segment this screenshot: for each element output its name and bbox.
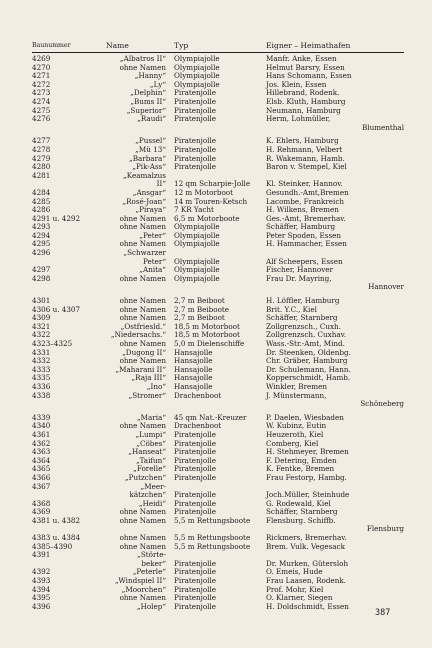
row-name: „Ostfriesld.“: [120, 321, 166, 331]
row-type: Piratenjolle: [174, 584, 217, 594]
row-owner: H. Stehmeyer, Bremen: [266, 447, 349, 457]
row-name: „Dugong II“: [122, 347, 166, 357]
row-name: ohne Namen: [119, 356, 166, 366]
row-owner: Hans Schomann, Essen: [266, 71, 352, 81]
table-row: [32, 349, 404, 358]
row-owner: W. Kubinz, Eutin: [266, 421, 327, 431]
row-owner: J. Münstermann,: [266, 390, 327, 400]
row-owner: Kl. Steinker, Hannov.: [266, 179, 343, 189]
row-name: „Albatros II“: [119, 54, 166, 63]
table-row: [32, 603, 404, 612]
row-owner: Comberg, Kiel: [266, 438, 319, 448]
row-type: Olympiajolle: [174, 273, 220, 283]
row-name: Peter“: [142, 256, 166, 266]
row-owner-continuation: Schöneberg: [360, 399, 404, 409]
row-number: 4393: [32, 576, 51, 586]
row-owner: Brit. Y.C., Kiel: [266, 304, 317, 314]
row-owner: Manfr. Anke, Essen: [266, 54, 337, 63]
row-type: Hansajolle: [174, 381, 213, 391]
row-number: 4280: [32, 162, 51, 172]
table-row: [32, 163, 404, 172]
row-name: II“: [156, 179, 166, 189]
row-owner: Rickmers, Bremerhav.: [266, 533, 347, 543]
row-name: „Störte-: [137, 550, 166, 560]
table-row: [32, 568, 404, 577]
row-type: Piratenjolle: [174, 136, 217, 146]
table-row: [32, 374, 404, 383]
row-owner: Flensburg. Schiffb.: [266, 515, 336, 525]
row-number: 4369: [32, 507, 51, 517]
row-name: „Maria“: [136, 412, 166, 422]
table-row: [32, 586, 404, 595]
row-number: 4385–4390: [32, 541, 73, 551]
table-row: [32, 283, 404, 292]
table-row: [32, 146, 404, 155]
row-number: 4298: [32, 273, 51, 283]
row-number: 4340: [32, 421, 51, 431]
row-owner: Zollgrenzsch. Cuxhav.: [266, 330, 347, 340]
row-owner: Prof. Mohr, Kiel: [266, 584, 324, 594]
row-number: 4391: [32, 550, 51, 560]
row-number: 4297: [32, 265, 51, 275]
row-number: 4274: [32, 96, 51, 106]
row-name: ohne Namen: [119, 593, 166, 603]
row-name: ohne Namen: [119, 515, 166, 525]
row-type: Hansajolle: [174, 373, 213, 383]
row-name: „Hanseat“: [128, 447, 166, 457]
header-number: Baunummer: [32, 42, 71, 49]
row-name: „Rosé-Joan“: [122, 196, 166, 206]
table-row: [32, 124, 404, 133]
row-type: Hansajolle: [174, 364, 213, 374]
row-type: Olympiajolle: [174, 265, 220, 275]
row-number: 4396: [32, 601, 51, 611]
row-name: „Superior“: [126, 105, 166, 115]
row-name: „Forelle“: [133, 464, 166, 474]
row-type: 18,5 m Motorboot: [174, 330, 240, 340]
row-name: „Delphin“: [130, 88, 166, 98]
row-type: 5,0 m Dielenschiffe: [174, 339, 245, 348]
row-owner: H. Doldschmidt, Essen: [266, 601, 349, 611]
row-name: „Barbara“: [128, 153, 166, 163]
row-type: 14 m Touren-Ketsch: [174, 196, 248, 206]
row-number: 4364: [32, 455, 51, 465]
table-row: [32, 240, 404, 249]
row-number: 4293: [32, 222, 51, 232]
row-owner: Frau Laasen, Rodenk.: [266, 576, 346, 586]
row-type: 2,7 m Beiboote: [174, 304, 230, 314]
row-number: 4296: [32, 248, 51, 258]
row-number: 4309: [32, 313, 51, 323]
row-owner: Frau Dr. Mayring,: [266, 273, 332, 283]
row-owner: O. Klarner, Siegen: [266, 593, 333, 603]
table-row: [32, 448, 404, 457]
row-name: „Holep“: [136, 601, 166, 611]
row-number: 4286: [32, 205, 51, 215]
row-owner-continuation: Blumenthal: [361, 122, 404, 132]
row-type: Olympiajolle: [174, 256, 220, 266]
header-type: Typ: [174, 41, 189, 50]
row-name: „Raudi“: [137, 114, 166, 124]
row-type: Olympiajolle: [174, 79, 220, 89]
row-owner: Peter Spoden, Essen: [266, 230, 342, 240]
row-owner: P. Daelen, Wiesbaden: [266, 412, 344, 422]
row-name: „Putzchen“: [124, 472, 166, 482]
row-type: 18,5 m Motorboot: [174, 321, 240, 331]
row-name: ohne Namen: [119, 304, 166, 314]
row-owner: Brem. Vulk. Vegesack: [266, 541, 345, 551]
row-type: Olympiajolle: [174, 62, 220, 72]
row-name: „Keamalzus: [123, 170, 166, 180]
row-name: „Niedersachs.“: [110, 330, 166, 340]
table-row: [32, 422, 404, 431]
row-name: „Windspiel II“: [114, 576, 166, 586]
row-number: 4272: [32, 79, 51, 89]
row-name: ohne Namen: [119, 239, 166, 249]
row-number: 4363: [32, 447, 51, 457]
row-type: Drachenboot: [174, 421, 222, 431]
row-type: Piratenjolle: [174, 464, 217, 474]
row-owner-continuation: Hannover: [368, 282, 404, 292]
row-name: „Moorchen“: [121, 584, 166, 594]
row-number: 4285: [32, 196, 51, 206]
row-name: beker“: [141, 558, 166, 568]
row-number: 4294: [32, 230, 51, 240]
table-row: [32, 115, 404, 124]
row-name: ohne Namen: [119, 541, 166, 551]
row-number: 4322: [32, 330, 51, 340]
row-number: 4365: [32, 464, 51, 474]
table-row: [32, 551, 404, 560]
row-owner: Lacombe, Frankreich: [266, 196, 344, 206]
row-name: „Peterle“: [132, 567, 166, 577]
row-type: Piratenjolle: [174, 490, 217, 500]
row-number: 4392: [32, 567, 51, 577]
row-number: 4383 u. 4384: [32, 533, 81, 543]
row-number: 4284: [32, 187, 51, 197]
table-row: [32, 474, 404, 483]
row-type: Piratenjolle: [174, 429, 217, 439]
row-type: Piratenjolle: [174, 567, 217, 577]
row-name: „Bums II“: [130, 96, 166, 106]
row-type: Piratenjolle: [174, 153, 217, 163]
table-row: [32, 491, 404, 500]
row-name: „Anita“: [139, 265, 166, 275]
row-owner: Chr. Gräber, Hamburg: [266, 356, 348, 366]
row-number: 4321: [32, 321, 51, 331]
row-owner: Elsb. Kluth, Hamburg: [266, 96, 346, 106]
row-owner: Hillebrand, Rodenk.: [266, 88, 340, 98]
row-name: „Ino“: [146, 381, 166, 391]
row-type: Piratenjolle: [174, 447, 217, 457]
row-type: Hansajolle: [174, 347, 213, 357]
row-owner: H. Löffler, Hamburg: [266, 296, 340, 306]
row-number: 4295: [32, 239, 51, 249]
row-owner: Gesundh.-Amt,Bremen: [266, 187, 349, 197]
row-name: „Peter“: [139, 230, 166, 240]
row-owner: K. Fentke, Bremen: [266, 464, 335, 474]
row-name: „Lumpi“: [135, 429, 166, 439]
row-name: „Hanny“: [134, 71, 166, 81]
row-type: Olympiajolle: [174, 71, 220, 81]
row-owner: Baron v. Stempel, Kiel: [266, 162, 347, 172]
row-type: Piratenjolle: [174, 507, 217, 517]
table-row: [32, 392, 404, 401]
row-owner-continuation: Flensburg: [366, 524, 404, 534]
row-type: 2,7 m Beiboot: [174, 313, 225, 323]
row-number: 4279: [32, 153, 51, 163]
row-type: Drachenboot: [174, 390, 222, 400]
row-type: Olympiajolle: [174, 54, 220, 63]
row-type: 5,5 m Rettungsboote: [174, 533, 251, 543]
row-number: 4269: [32, 54, 51, 63]
row-owner: Fischer, Hannover: [266, 265, 333, 275]
row-owner: Schäffer, Hamburg: [266, 222, 336, 232]
row-type: Piratenjolle: [174, 144, 217, 154]
row-type: Piratenjolle: [174, 498, 217, 508]
row-type: Piratenjolle: [174, 593, 217, 603]
row-type: Piratenjolle: [174, 88, 217, 98]
row-owner: Winkler, Bremen: [266, 381, 327, 391]
row-name: „Stromer“: [128, 390, 166, 400]
row-name: „Raja III“: [131, 373, 166, 383]
table-row: [32, 400, 404, 409]
row-name: ohne Namen: [119, 313, 166, 323]
row-owner: Ges.-Amt, Bremerhav.: [266, 213, 346, 223]
row-owner: Alf Scheepers, Essen: [266, 256, 343, 266]
table-row: [32, 155, 404, 164]
row-owner: Zollgrenzsch., Cuxh.: [266, 321, 341, 331]
header-name: Name: [106, 41, 129, 50]
table-row: [32, 431, 404, 440]
row-type: Piratenjolle: [174, 472, 217, 482]
table-row: [32, 465, 404, 474]
row-name: ohne Namen: [119, 421, 166, 431]
row-type: Piratenjolle: [174, 114, 217, 124]
row-number: 4291 u. 4292: [32, 213, 81, 223]
row-type: Piratenjolle: [174, 96, 217, 106]
row-type: Piratenjolle: [174, 455, 217, 465]
row-number: 4277: [32, 136, 51, 146]
row-name: „Taifun“: [136, 455, 166, 465]
row-number: 4275: [32, 105, 51, 115]
row-number: 4336: [32, 381, 51, 391]
row-owner: Neumann, Hamburg: [266, 105, 341, 115]
row-owner: Herm, Lohmüller,: [266, 114, 331, 124]
table-row: [32, 89, 404, 98]
row-name: „Pussel“: [135, 136, 166, 146]
table-body: [32, 55, 404, 611]
row-number: 4271: [32, 71, 51, 81]
row-type: 12 m Motorboot: [174, 187, 234, 197]
row-owner: Kopperschmidt, Hamb.: [266, 373, 351, 383]
row-number: 4276: [32, 114, 51, 124]
row-owner: O. Emeis, Hude: [266, 567, 323, 577]
row-owner: H. Wilkens, Bremen: [266, 205, 339, 215]
table-row: [32, 198, 404, 207]
row-name: „Cöbes“: [136, 438, 166, 448]
row-number: 4301: [32, 296, 51, 306]
row-number: 4361: [32, 429, 51, 439]
row-name: ohne Namen: [119, 62, 166, 72]
table-row: [32, 457, 404, 466]
row-name: kätzchen“: [129, 490, 166, 500]
row-owner: R. Wakemann, Hamb.: [266, 153, 345, 163]
row-name: ohne Namen: [119, 213, 166, 223]
row-number: 4323–4325: [32, 339, 73, 348]
row-number: 4332: [32, 356, 51, 366]
row-number: 4366: [32, 472, 51, 482]
row-name: „Meer-: [140, 481, 166, 491]
row-number: 4333: [32, 364, 51, 374]
row-number: 4281: [32, 170, 51, 180]
row-name: „Mü 13“: [135, 144, 166, 154]
row-number: 4278: [32, 144, 51, 154]
row-name: ohne Namen: [119, 339, 166, 348]
row-owner: Wass.-Str.-Amt, Mind.: [266, 339, 345, 348]
row-owner: Dr. Murken, Gütersloh: [266, 558, 349, 568]
row-name: „Schwarzer: [123, 248, 166, 258]
header-owner: Eigner – Heimathafen: [266, 41, 351, 50]
row-name: ohne Namen: [119, 507, 166, 517]
row-number: 4362: [32, 438, 51, 448]
row-name: ohne Namen: [119, 296, 166, 306]
row-type: 6,5 m Motorboote: [174, 213, 240, 223]
row-owner: Frau Festorp, Hambg.: [266, 472, 347, 482]
table-header: [32, 40, 404, 53]
row-number: 4381 u. 4382: [32, 515, 81, 525]
row-name: „Piraya“: [135, 205, 166, 215]
table-row: [32, 137, 404, 146]
row-type: Piratenjolle: [174, 105, 217, 115]
row-owner: Jos. Klein, Essen: [266, 79, 327, 89]
row-type: Hansajolle: [174, 356, 213, 366]
row-owner: F. Detering, Emden: [266, 455, 337, 465]
row-type: Olympiajolle: [174, 222, 220, 232]
row-type: 45 qm Nat.-Kreuzer: [174, 412, 247, 422]
row-type: Piratenjolle: [174, 558, 217, 568]
row-number: 4339: [32, 412, 51, 422]
table-row: [32, 98, 404, 107]
row-owner: Schäffer, Starnberg: [266, 313, 338, 323]
row-owner: K. Ehlers, Hamburg: [266, 136, 339, 146]
table-row: [32, 81, 404, 90]
row-owner: H. Rehmann, Velbert: [266, 144, 343, 154]
row-type: Piratenjolle: [174, 601, 217, 611]
row-number: 4270: [32, 62, 51, 72]
page-number: 387: [375, 608, 391, 618]
row-owner: Dr. Schulemann, Hann.: [266, 364, 351, 374]
row-type: Olympiajolle: [174, 239, 220, 249]
row-owner: Dr. Steenken, Oldenbg.: [266, 347, 351, 357]
row-number: 4331: [32, 347, 51, 357]
table-row: [32, 560, 404, 569]
row-number: 4367: [32, 481, 51, 491]
table-row: [32, 107, 404, 116]
row-type: 2,7 m Beiboot: [174, 296, 225, 306]
row-name: „Pik-Ass“: [132, 162, 166, 172]
row-type: Piratenjolle: [174, 438, 217, 448]
row-number: 4368: [32, 498, 51, 508]
table-row: [32, 500, 404, 509]
row-owner: Helmut Barsry, Essen: [266, 62, 345, 72]
row-name: ohne Namen: [119, 222, 166, 232]
row-type: 7 KR Yacht: [174, 205, 214, 215]
row-type: 5,5 m Rettungsboote: [174, 541, 251, 551]
row-type: 12 qm Scharpie-Jolle: [174, 179, 251, 189]
row-name: „Ly“: [149, 79, 166, 89]
table-row: [32, 543, 404, 552]
table-row: [32, 577, 404, 586]
row-owner: G. Rodewald, Kiel: [266, 498, 331, 508]
row-type: Piratenjolle: [174, 576, 217, 586]
table-row: [32, 275, 404, 284]
row-owner: Joch.Müller, Steinhude: [266, 490, 350, 500]
row-number: 4273: [32, 88, 51, 98]
row-number: 4335: [32, 373, 51, 383]
row-number: 4395: [32, 593, 51, 603]
row-type: Olympiajolle: [174, 230, 220, 240]
row-owner: H. Hammacher, Essen: [266, 239, 347, 249]
row-name: ohne Namen: [119, 273, 166, 283]
row-type: Piratenjolle: [174, 162, 217, 172]
row-number: 4338: [32, 390, 51, 400]
table-row: [32, 517, 404, 526]
row-number: 4306 u. 4307: [32, 304, 81, 314]
row-number: 4394: [32, 584, 51, 594]
row-type: 5,5 m Rettungsboote: [174, 515, 251, 525]
row-owner: Schäffer, Starnberg: [266, 507, 338, 517]
row-name: „Ansgar“: [132, 187, 166, 197]
row-name: „Maharani II“: [115, 364, 166, 374]
row-owner: Heuzeroth, Kiel: [266, 429, 324, 439]
row-name: ohne Namen: [119, 533, 166, 543]
row-name: „Heidi“: [138, 498, 166, 508]
